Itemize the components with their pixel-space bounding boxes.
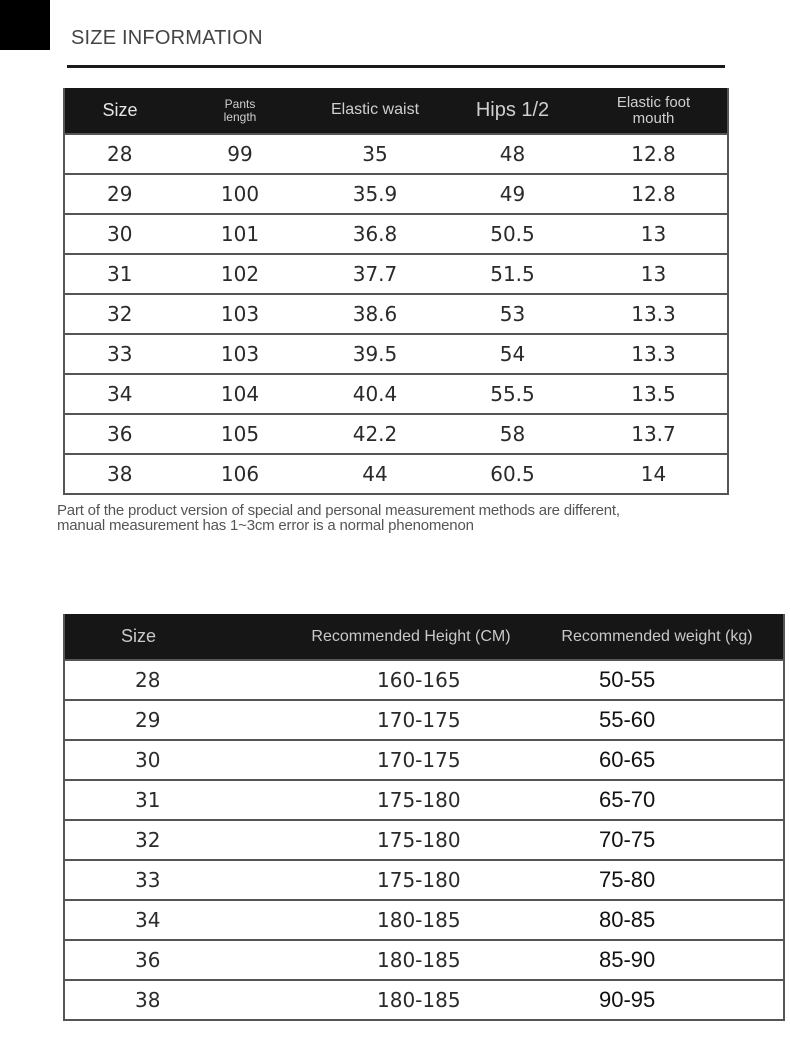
table-cell: 13.3 (580, 334, 728, 374)
header-recommended-height: Recommended Height (CM) (291, 614, 531, 660)
table-cell: 102 (175, 254, 305, 294)
corner-block (0, 0, 50, 50)
table-cell: 65-70 (531, 780, 784, 820)
table-cell: 175-180 (291, 780, 531, 820)
table-cell: 39.5 (305, 334, 445, 374)
table-cell: 85-90 (531, 940, 784, 980)
table-cell: 38 (64, 454, 175, 494)
table-cell: 49 (445, 174, 580, 214)
table-cell: 160-165 (291, 660, 531, 700)
header-size: Size (64, 88, 175, 134)
table-row (64, 214, 728, 254)
table-cell: 32 (64, 294, 175, 334)
table-row (64, 780, 784, 820)
table-cell: 175-180 (291, 820, 531, 860)
table-cell: 13.3 (580, 294, 728, 334)
table-cell: 38 (64, 980, 291, 1020)
table-cell: 100 (175, 174, 305, 214)
table-cell: 70-75 (531, 820, 784, 860)
table-cell: 35.9 (305, 174, 445, 214)
table-cell: 31 (64, 780, 291, 820)
table-cell: 30 (64, 214, 175, 254)
table-header-row (64, 88, 728, 134)
table-cell: 40.4 (305, 374, 445, 414)
table-cell: 60-65 (531, 740, 784, 780)
table-cell: 101 (175, 214, 305, 254)
table-cell: 36 (64, 940, 291, 980)
table-cell: 106 (175, 454, 305, 494)
table-row (64, 700, 784, 740)
recommendation-table (63, 614, 785, 1021)
table-cell: 50.5 (445, 214, 580, 254)
table-row (64, 254, 728, 294)
table-cell: 80-85 (531, 900, 784, 940)
header-hips: Hips 1/2 (445, 88, 580, 134)
table-row (64, 980, 784, 1020)
table-cell: 90-95 (531, 980, 784, 1020)
table-row (64, 454, 728, 494)
table-cell: 37.7 (305, 254, 445, 294)
header-elastic-foot-mouth-text: Elastic foot mouth (616, 93, 691, 127)
note-line-1: Part of the product version of special and personal measurement methods are different, (57, 502, 620, 519)
table-cell: 31 (64, 254, 175, 294)
table-row (64, 740, 784, 780)
table-cell: 105 (175, 414, 305, 454)
table-cell: 30 (64, 740, 291, 780)
header-pants-length-text: Pants length (223, 96, 257, 124)
table-row (64, 940, 784, 980)
table-row (64, 134, 728, 174)
table-cell: 35 (305, 134, 445, 174)
table-cell: 180-185 (291, 980, 531, 1020)
table-cell: 33 (64, 334, 175, 374)
table-cell: 103 (175, 334, 305, 374)
table-cell: 55.5 (445, 374, 580, 414)
table-cell: 103 (175, 294, 305, 334)
table-cell: 42.2 (305, 414, 445, 454)
table-cell: 13 (580, 254, 728, 294)
table-cell: 36 (64, 414, 175, 454)
table-cell: 38.6 (305, 294, 445, 334)
table-cell: 175-180 (291, 860, 531, 900)
table-cell: 44 (305, 454, 445, 494)
table-cell: 170-175 (291, 740, 531, 780)
table-row (64, 820, 784, 860)
table-cell: 75-80 (531, 860, 784, 900)
table-row (64, 294, 728, 334)
table-cell: 34 (64, 900, 291, 940)
table-row (64, 374, 728, 414)
table-row (64, 860, 784, 900)
table-cell: 12.8 (580, 174, 728, 214)
table-cell: 58 (445, 414, 580, 454)
table-cell: 180-185 (291, 940, 531, 980)
table-cell: 13 (580, 214, 728, 254)
table-cell: 48 (445, 134, 580, 174)
table-cell: 53 (445, 294, 580, 334)
table-cell: 29 (64, 700, 291, 740)
table-cell: 32 (64, 820, 291, 860)
table-row (64, 174, 728, 214)
table-cell: 50-55 (531, 660, 784, 700)
table-cell: 99 (175, 134, 305, 174)
page-title: SIZE INFORMATION (71, 27, 263, 49)
table-cell: 54 (445, 334, 580, 374)
header-elastic-waist: Elastic waist (305, 88, 445, 134)
measurement-note (57, 503, 757, 533)
table-row (64, 334, 728, 374)
note-line-2: manual measurement has 1~3cm error is a normal phenomenon (57, 517, 474, 534)
table-cell: 33 (64, 860, 291, 900)
table-row (64, 900, 784, 940)
table-cell: 170-175 (291, 700, 531, 740)
header-size: Size (64, 614, 291, 660)
table-cell: 104 (175, 374, 305, 414)
table-cell: 28 (64, 134, 175, 174)
table-cell: 13.7 (580, 414, 728, 454)
table-cell: 34 (64, 374, 175, 414)
table-cell: 51.5 (445, 254, 580, 294)
table-cell: 36.8 (305, 214, 445, 254)
title-divider (67, 65, 725, 68)
table-cell: 29 (64, 174, 175, 214)
table-header-row (64, 614, 784, 660)
header-pants-length (175, 88, 305, 134)
table-cell: 28 (64, 660, 291, 700)
table-row (64, 414, 728, 454)
table-cell: 13.5 (580, 374, 728, 414)
size-measurement-table (63, 88, 729, 495)
table-cell: 180-185 (291, 900, 531, 940)
table-cell: 55-60 (531, 700, 784, 740)
table-row (64, 660, 784, 700)
header-elastic-foot-mouth (580, 88, 728, 134)
header-recommended-weight: Recommended weight (kg) (531, 614, 784, 660)
table-cell: 12.8 (580, 134, 728, 174)
table-cell: 60.5 (445, 454, 580, 494)
table-cell: 14 (580, 454, 728, 494)
